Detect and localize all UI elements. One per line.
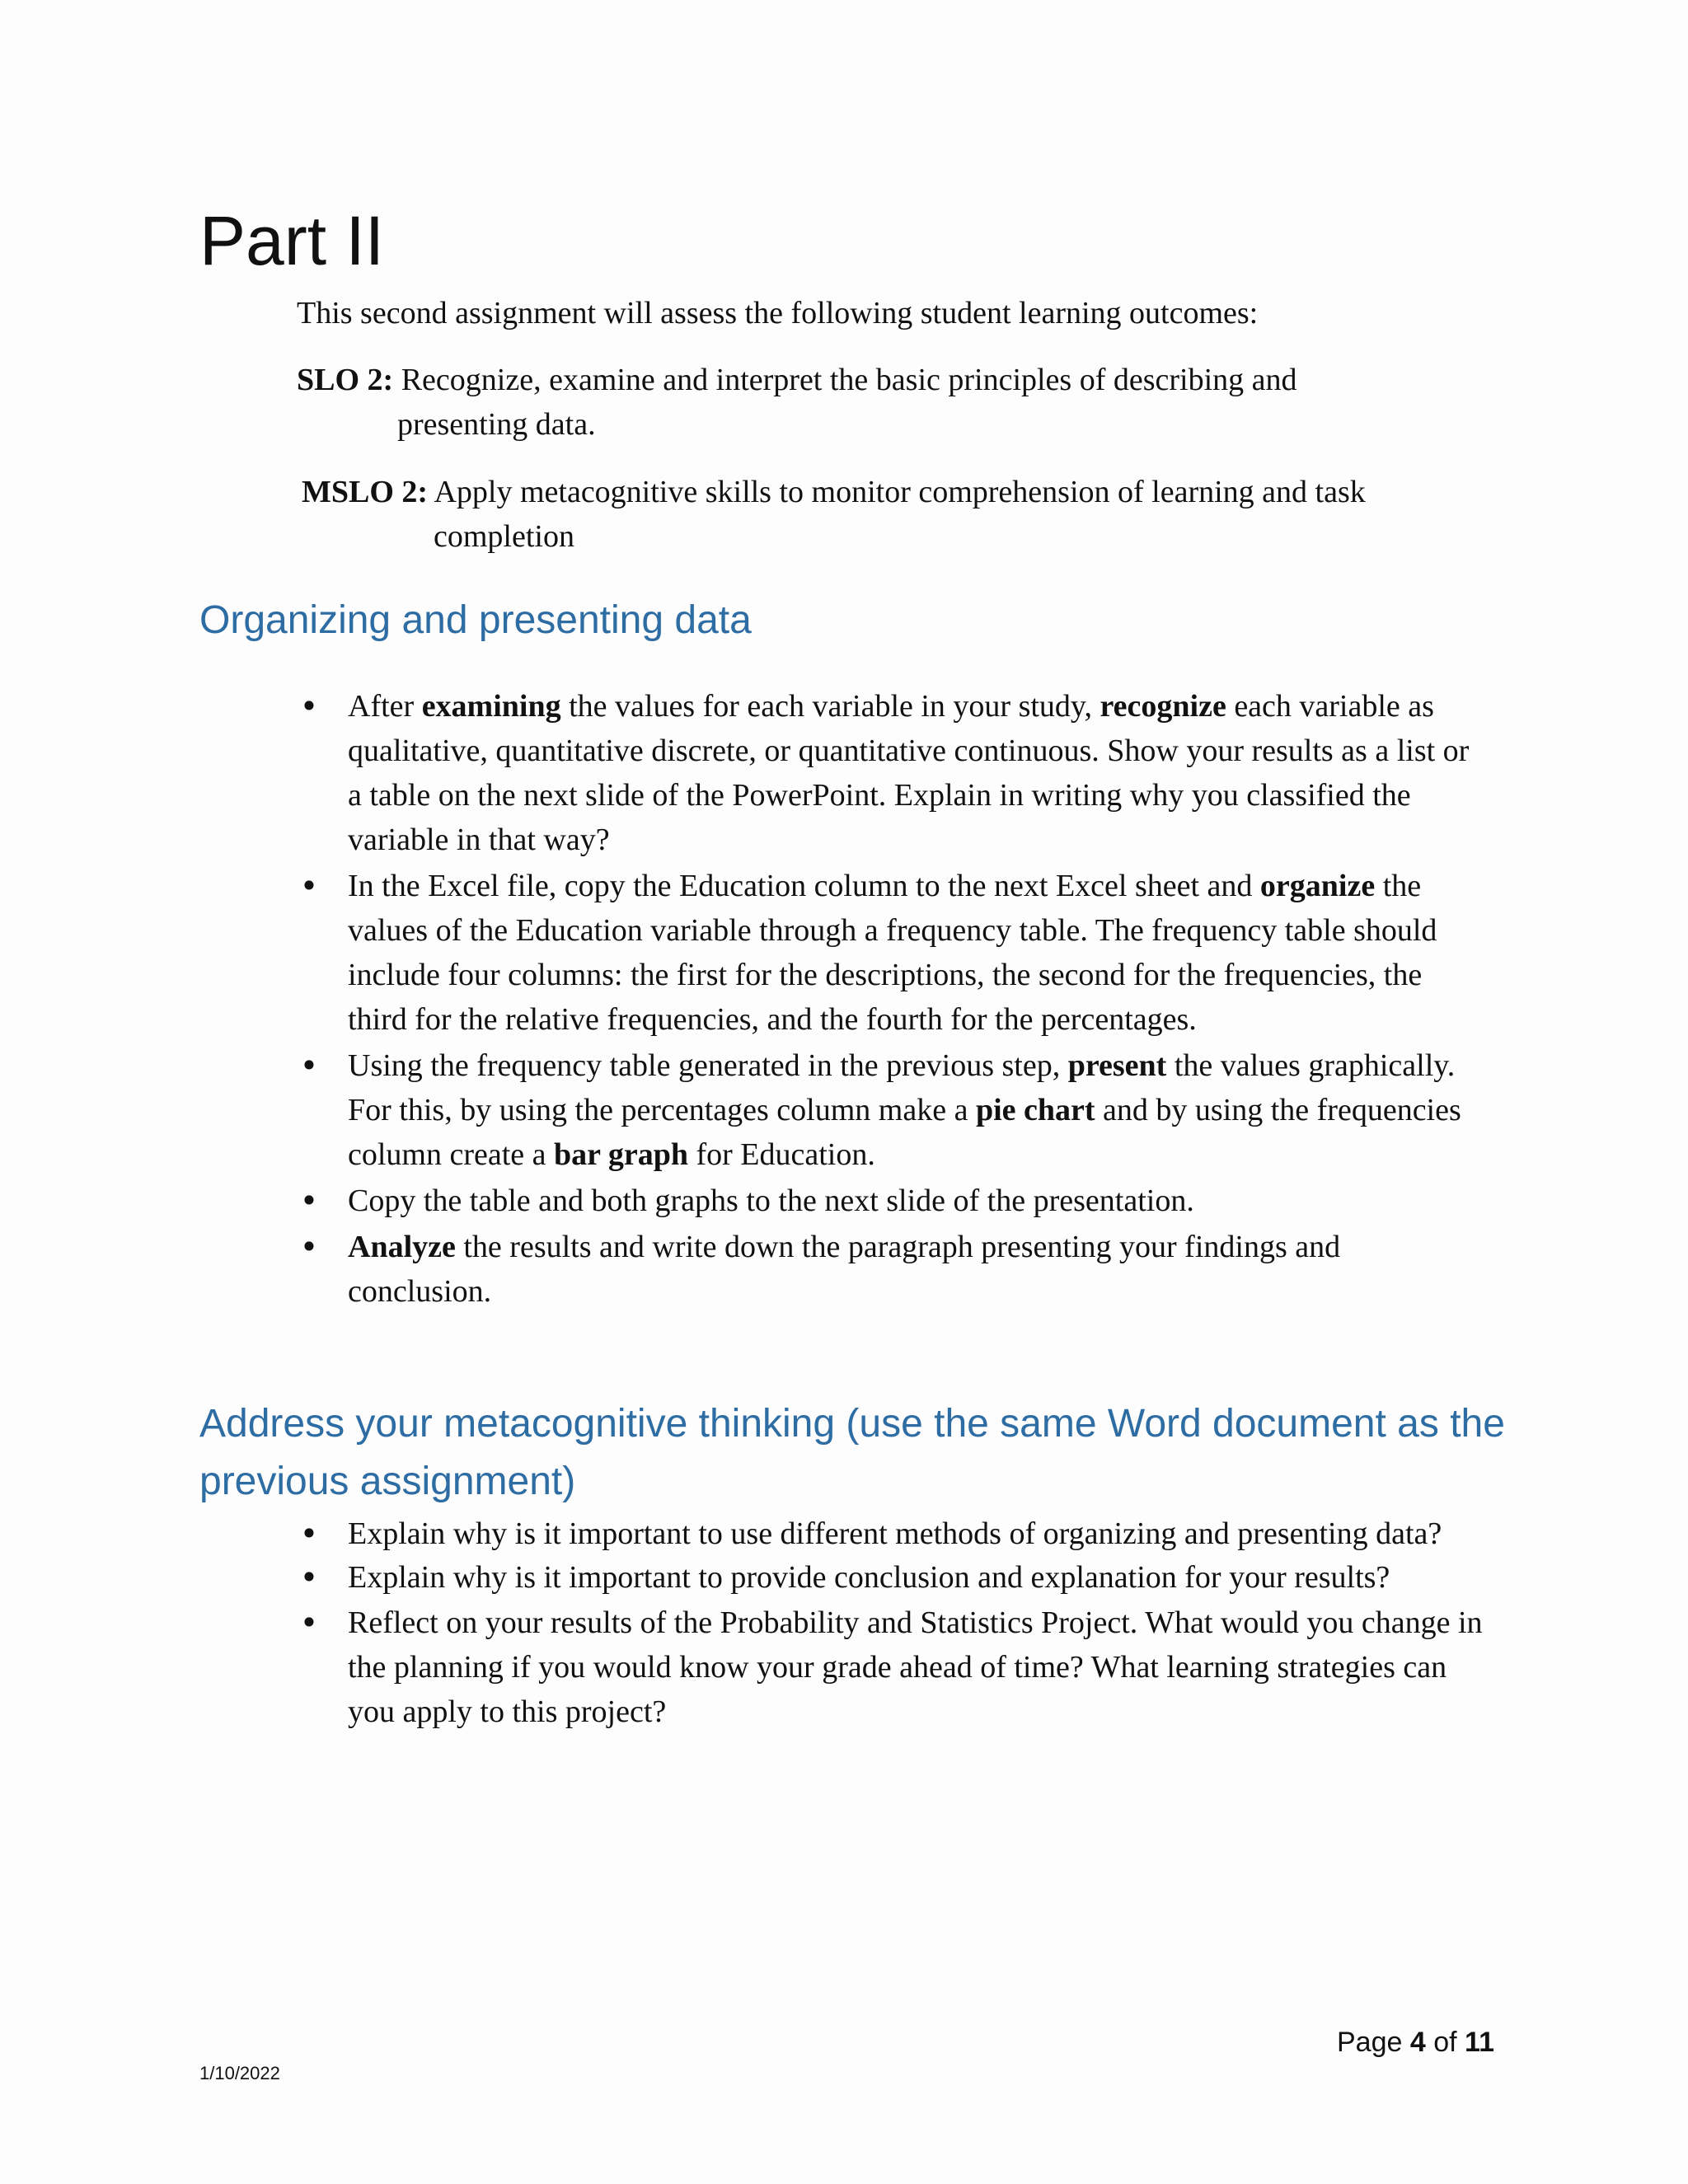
bullet-icon: • — [299, 1605, 319, 1641]
list-item: • Explain why is it important to use different methods of organizing and presenting data? — [297, 1513, 1484, 1555]
metacognitive-section-heading: Address your metacognitive thinking (use the same Word document as the previous assignment) — [199, 1402, 1505, 1503]
organizing-section-heading: Organizing and presenting data — [199, 598, 752, 642]
metacognitive-question-list — [297, 1513, 1484, 1736]
list-item: • Reflect on your results of the Probability and Statistics Project. What would you change in the planning if you would know your grade ahead of time? What learning strategies can you apply to this project? — [297, 1601, 1484, 1734]
list-item: • Using the frequency table generated in the previous step, present the values graphically. For this, by using the percentages column make a pie chart and by using the frequencies column create a bar graph for Education. — [297, 1043, 1484, 1177]
list-item: • Analyze the results and write down the paragraph presenting your findings and conclusion. — [297, 1225, 1484, 1314]
bullet-icon: • — [299, 1516, 319, 1552]
slo-2-text-continued: presenting data. — [397, 407, 596, 442]
mslo-2-outcome — [302, 470, 1505, 559]
bullet-icon: • — [299, 1559, 319, 1596]
slo-2-outcome — [297, 358, 1492, 447]
footer-date: 1/10/2022 — [199, 2063, 280, 2083]
intro-text: This second assignment will assess the following student learning outcomes: — [297, 296, 1259, 330]
mslo-2-label: MSLO 2: — [302, 475, 429, 509]
slo-2-text: Recognize, examine and interpret the basic principles of describing and — [393, 363, 1297, 397]
slo-2-label: SLO 2: — [297, 363, 394, 397]
list-item: • In the Excel file, copy the Education column to the next Excel sheet and organize the values of the Education variable through a frequency table. The frequency table should include four columns: the first for the descriptions, the second for the frequencies, the third for the relative frequencies, and the fourth for the percentages. — [297, 864, 1484, 1042]
list-item: • Explain why is it important to provide conclusion and explanation for your results? — [297, 1557, 1484, 1599]
bullet-icon: • — [299, 688, 319, 724]
bullet-icon: • — [299, 868, 319, 904]
organizing-task-list — [297, 684, 1484, 1315]
list-item: • Copy the table and both graphs to the next slide of the presentation. — [297, 1179, 1484, 1223]
page-title: Part II — [199, 202, 385, 279]
mslo-2-text: Apply metacognitive skills to monitor comprehension of learning and task — [428, 475, 1366, 509]
page-number: Page 4 of 11 — [1337, 2027, 1494, 2058]
bullet-icon: • — [299, 1183, 319, 1219]
bullet-icon: • — [299, 1047, 319, 1084]
mslo-2-text-continued: completion — [434, 519, 574, 554]
bullet-icon: • — [299, 1229, 319, 1265]
list-item: • After examining the values for each variable in your study, recognize each variable as qualitative, quantitative discrete, or quantitative continuous. Show your results as a list or a table on the next slide of the PowerPoint. Explain in writing why you classified the variable in that way? — [297, 684, 1484, 862]
